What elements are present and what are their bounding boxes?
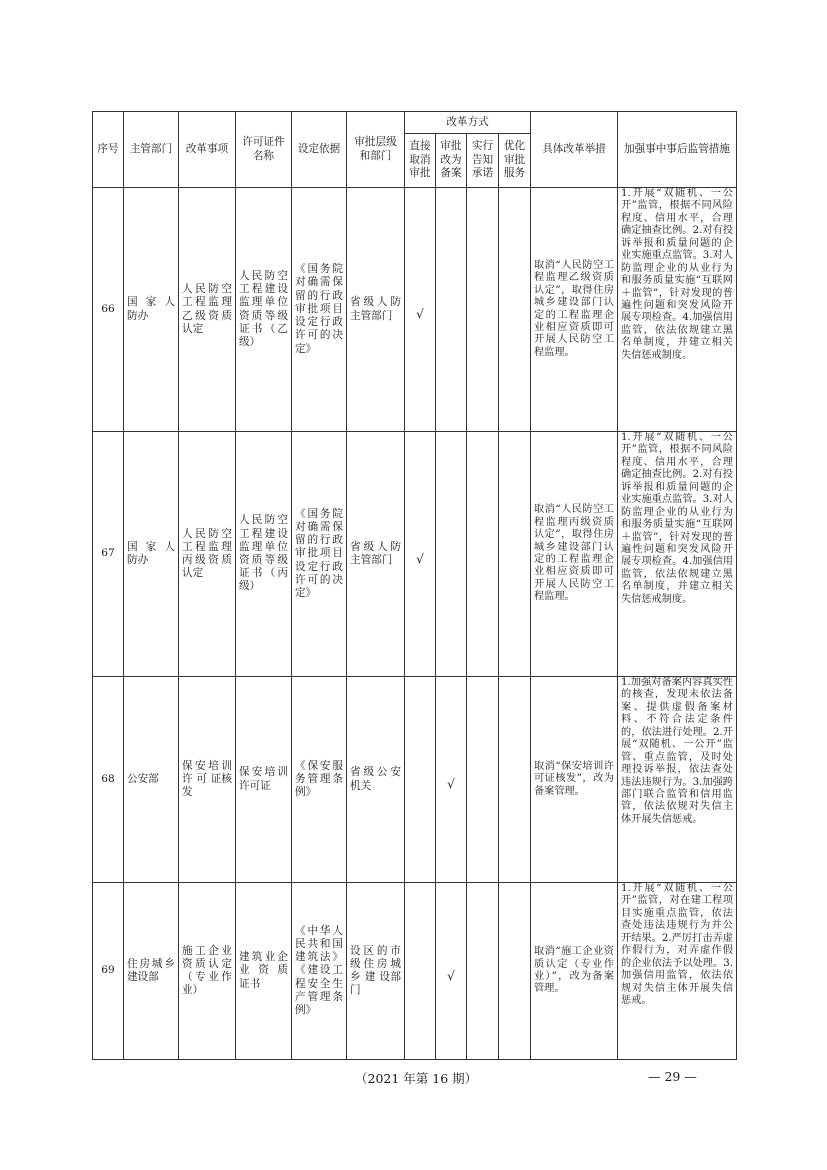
header-dept: 主管部门 [124,112,179,188]
row-supervision: 1.开展“双随机、一公开”监管，根据不同风险程度、信用水平，合理确定抽查比例。2.对有投诉举报和质量问题的企业实施重点监管。3.对人防监理企业的从业行为和服务质量实施“互联网＋监管”，针对发现的普遍性问题和突发风险开展专项检查。4.加强信用监管，依法依规建立黑名单制度，并建立相关失信惩戒制度。 [618,432,737,677]
check-mark-icon: √ [416,551,424,566]
row-item: 人民防空工程监理乙级资质认定 [179,188,236,432]
row-method-cell [467,677,499,883]
row-level: 省级公安机关 [347,677,405,883]
table-row [93,677,737,883]
row-level: 省级人防主管部门 [347,432,405,677]
check-mark-icon: √ [447,777,455,791]
header-item: 改革事项 [179,112,236,188]
header-supervision: 加强事中事后监管措施 [618,112,737,188]
row-permit: 人民防空工程建设监理单位资质等级证书（丙级） [236,432,292,677]
row-method-cell [436,677,467,883]
row-method-cell [405,188,436,432]
row-seq: 68 [93,677,124,883]
row-supervision: 1.开展“双随机、一公开”监管，对在建工程项目实施重点监管，依法查处违法违规行为并公开结果。2.严厉打击弄虚作假行为，对弄虚作假的企业依法予以处理。3.加强信用监管，依法依规对失信主体开展失信惩戒。 [618,883,737,1060]
row-method-cell [499,883,531,1060]
row-method-cell [436,188,467,432]
row-measures: 取消“人民防空工程监理乙级资质认定”，取得住房城乡建设部门认定的工程监理企业相应资质即可开展人民防空工程监理。 [531,188,618,432]
row-level: 省级人防主管部门 [347,188,405,432]
row-supervision: 1.开展“双随机、一公开”监管，根据不同风险程度、信用水平，合理确定抽查比例。2.对有投诉举报和质量问题的企业实施重点监管。3.对人防监理企业的从业行为和服务质量实施“互联网＋监管”，针对发现的普遍性问题和突发风险开展专项检查。4.加强信用监管，依法依规建立黑名单制度，并建立相关失信惩戒制度。 [618,188,737,432]
reform-table [92,111,737,1060]
header-method-filing: 审批改为备案 [436,134,467,188]
row-basis: 《国务院对确需保留的行政审批项目设定行政许可的决定》 [292,432,347,677]
row-measures: 取消“施工企业资质认定（专业作业）”，改为备案管理。 [531,883,618,1060]
header-method-cancel: 直接取消审批 [405,134,436,188]
row-item: 保安培训许 可 证核发 [179,677,236,883]
row-method-cell [405,432,436,677]
row-permit: 保安培训许可证 [236,677,292,883]
row-level: 设区的市级住房城乡 建 设部门 [347,883,405,1060]
row-seq: 67 [93,432,124,677]
header-basis: 设定依据 [292,112,347,188]
row-method-cell [467,188,499,432]
check-mark-icon: √ [447,968,455,983]
row-basis: 《国务院对确需保留的行政审批项目设定行政许可的决定》 [292,188,347,432]
header-level: 审批层级和部门 [347,112,405,188]
row-method-cell [467,883,499,1060]
row-method-cell [499,188,531,432]
row-dept: 国 家 人防办 [124,432,179,677]
row-method-cell [499,677,531,883]
row-method-cell [405,677,436,883]
row-item: 人民防空工程监理丙级资质认定 [179,432,236,677]
row-method-cell [467,432,499,677]
header-methods-group: 改革方式 [405,112,531,134]
row-supervision: 1.加强对备案内容真实性的核查，发现未依法备案、提供虚假备案材料、不符合法定条件的，依法进行处理。2.开展“双随机、一公开”监管、重点监管，及时处理投诉举报，依法查处违法违规行为。3.加强跨部门联合监管和信用监管，依法依规对失信主体开展失信惩戒。 [618,677,737,883]
row-measures: 取消“保安培训许可证核发”，改为备案管理。 [531,677,618,883]
header-seq: 序号 [93,112,124,188]
header-permit: 许可证件名称 [236,112,292,188]
row-method-cell [405,883,436,1060]
header-method-optimize: 优化审批服务 [499,134,531,188]
row-basis: 《保安服务管理条例》 [292,677,347,883]
issue-label: （2021 年第 16 期） [355,1071,478,1086]
header-method-commitment: 实行告知承诺 [467,134,499,188]
row-basis: 《中华人民共和国建筑法》《建设工程安全生产管理条例》 [292,883,347,1060]
check-mark-icon: √ [416,307,424,321]
row-method-cell [436,883,467,1060]
row-method-cell [499,432,531,677]
row-method-cell [436,432,467,677]
table-row [93,432,737,677]
row-seq: 69 [93,883,124,1060]
row-dept: 国 家 人防办 [124,188,179,432]
table-row [93,883,737,1060]
page-number: — 29 — [648,1069,697,1084]
header-measures: 具体改革举措 [531,112,618,188]
row-permit: 人民防空工程建设监理单位资质等级证书（乙级） [236,188,292,432]
row-measures: 取消“人民防空工程监理丙级资质认定”，取得住房城乡建设部门认定的工程监理企业相应资质即可开展人民防空工程监理。 [531,432,618,677]
row-dept: 公安部 [124,677,179,883]
row-item: 施工企业资质认定（专业作业） [179,883,236,1060]
row-permit: 建筑业企业 资 质证书 [236,883,292,1060]
row-dept: 住房城乡建设部 [124,883,179,1060]
table-row [93,188,737,432]
row-seq: 66 [93,188,124,432]
